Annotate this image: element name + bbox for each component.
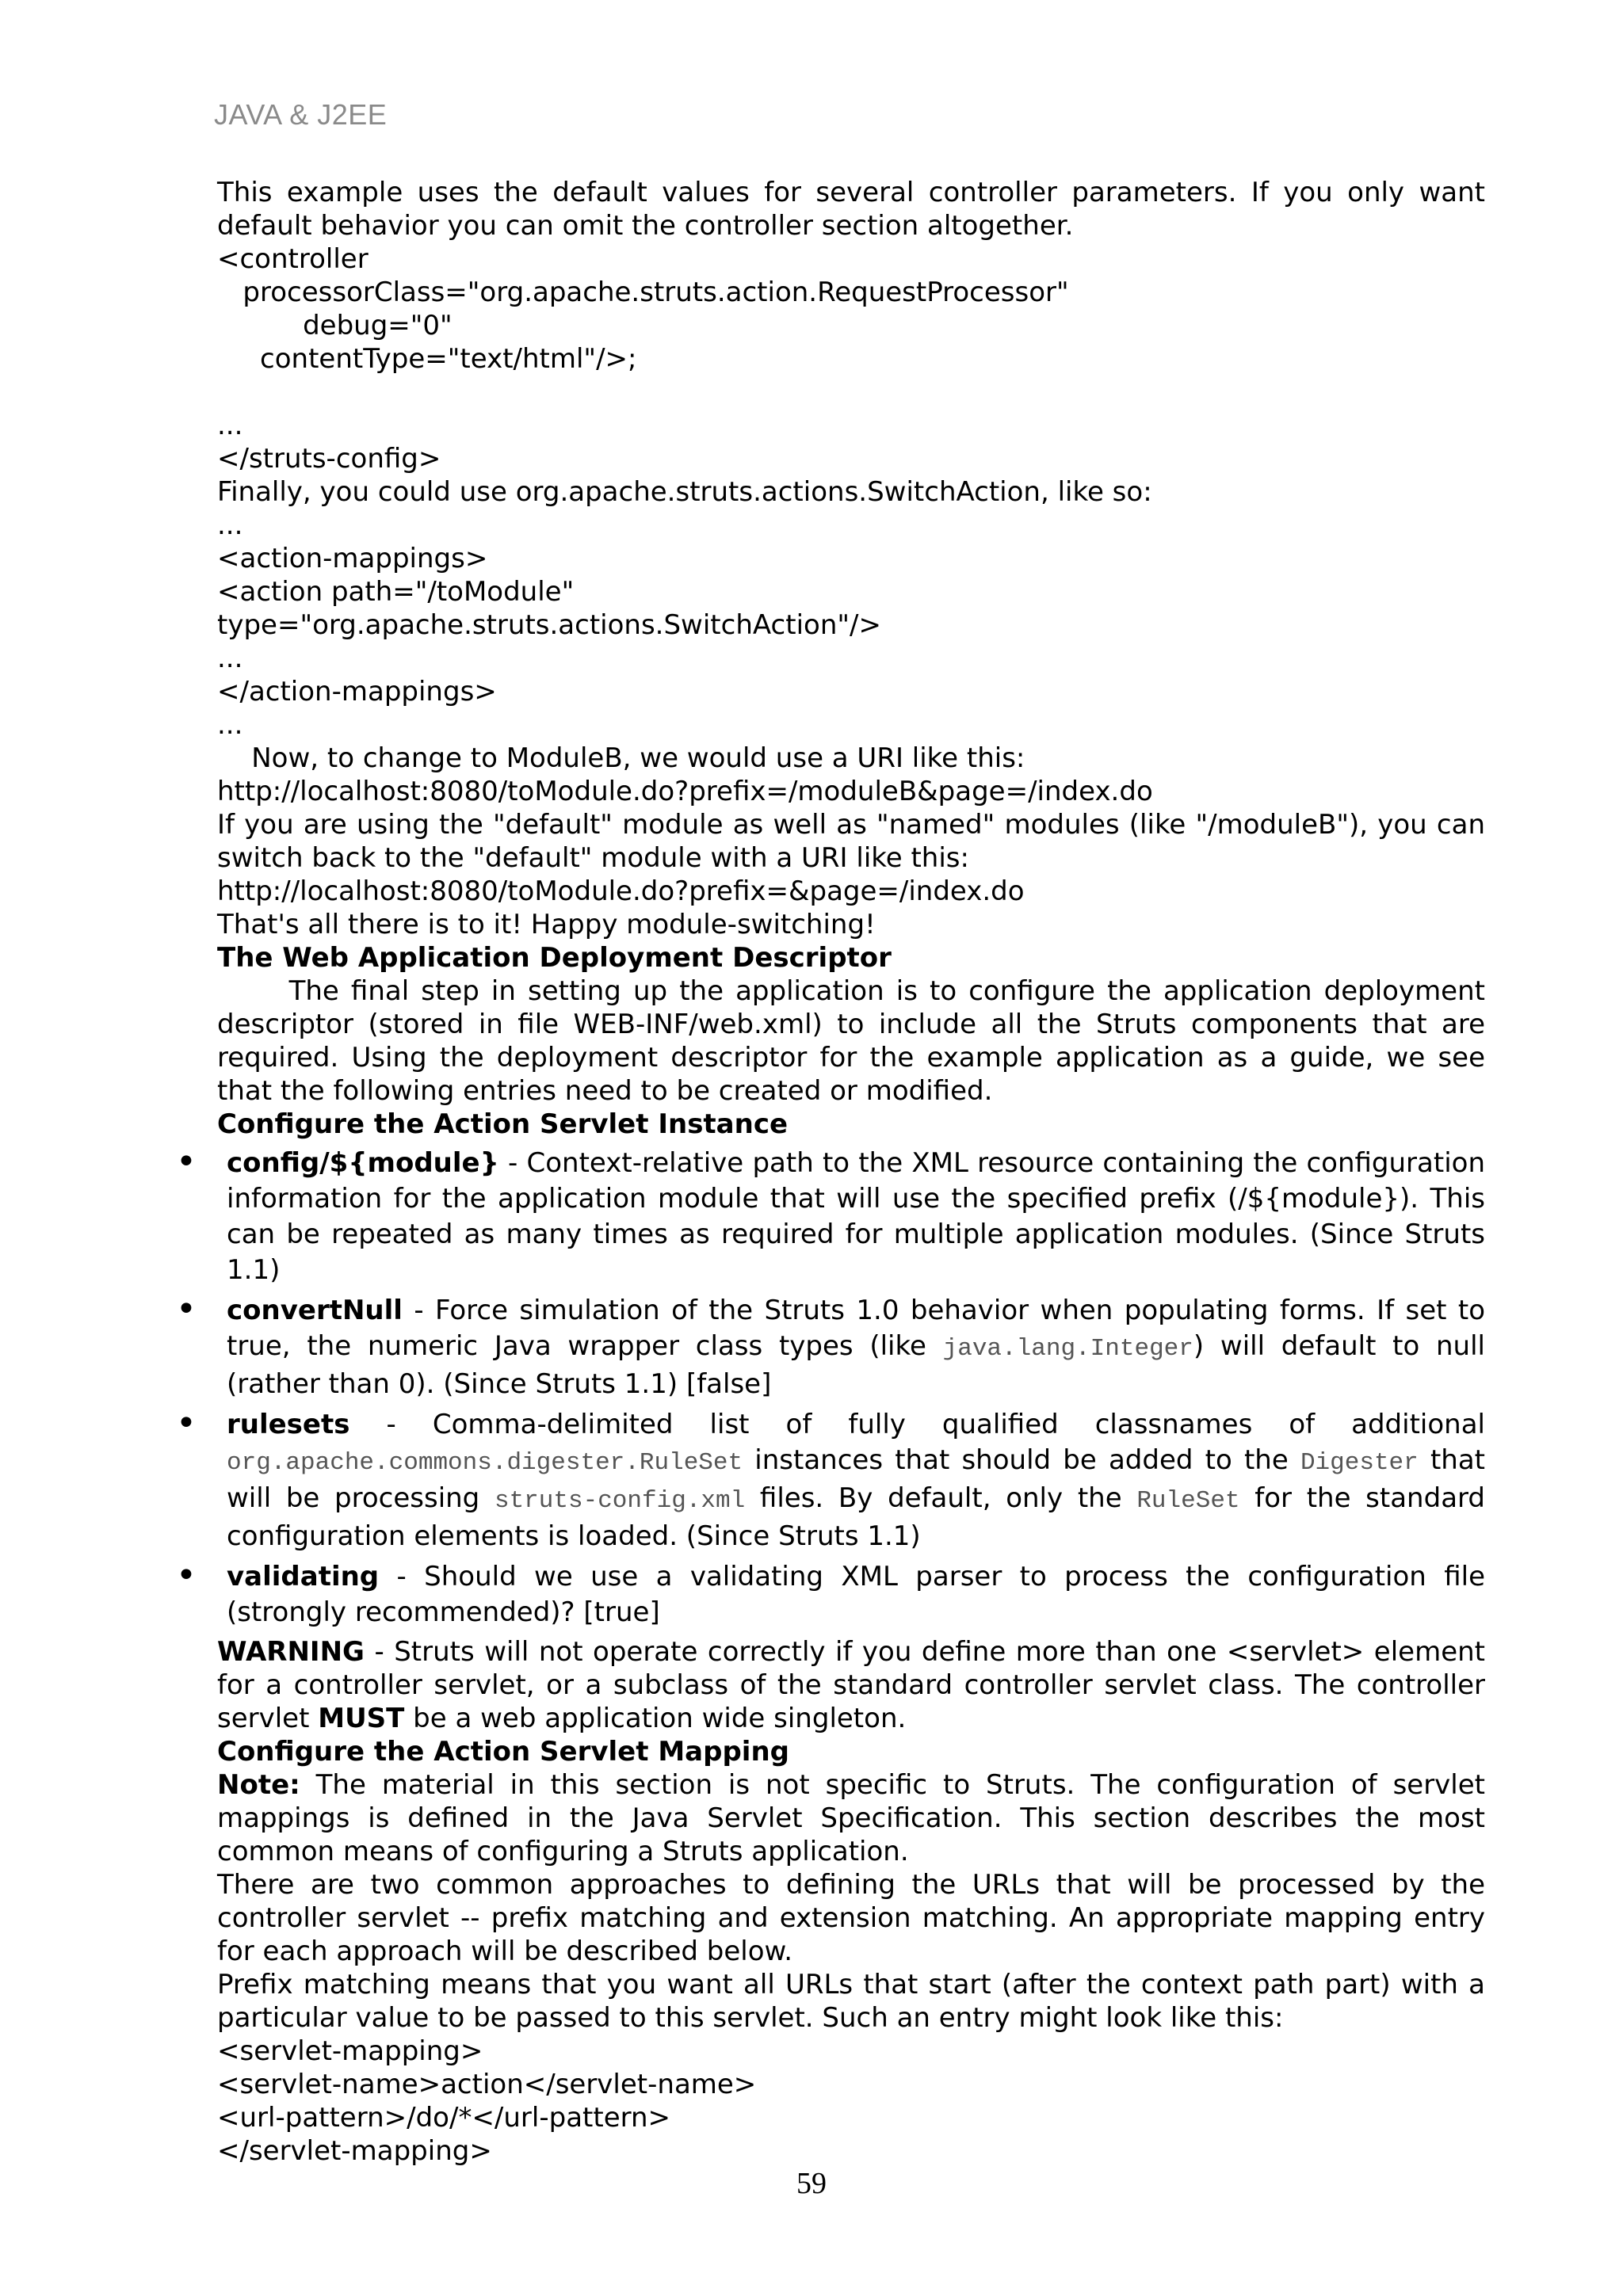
description: - Context-relative path to the XML resource containing the configuration information for the application module that will use the specified prefix (/${module}). This can be repeated as many times as required for multiple application modules. (Since Struts 1.1) (227, 1147, 1485, 1286)
init-parameter-list (217, 1146, 1485, 1630)
section-heading-configure-instance: Configure the Action Servlet Instance (217, 1108, 789, 1140)
code-line: debug="0" (217, 310, 453, 341)
description: files. By default, only the (745, 1482, 1137, 1514)
term: convertNull (227, 1295, 403, 1326)
code-line: processorClass="org.apache.struts.action.RequestProcessor" (217, 277, 1069, 308)
code-line: </action-mappings> (217, 676, 497, 707)
description: - Comma-delimited list of fully qualified classnames of additional (349, 1409, 1485, 1440)
warning-label: WARNING (217, 1636, 365, 1668)
list-item-validating (217, 1559, 1485, 1630)
change-module-text: Now, to change to ModuleB, we would use a URI like this: (217, 742, 1025, 774)
description: for the standard configuration elements is loaded. (Since Struts 1.1) (227, 1482, 1485, 1552)
controller-code-block (217, 242, 1485, 475)
list-item-config-module (217, 1146, 1485, 1288)
term: config/${module} (227, 1147, 499, 1179)
default-module-paragraph: If you are using the "default" module as well as "named" modules (like "/moduleB"), you can switch back to the "default" module with a URI like this: (217, 809, 1485, 874)
servlet-mapping-code-block (217, 2035, 1485, 2168)
approaches-paragraph: There are two common approaches to defining the URLs that will be processed by the controller servlet -- prefix matching and extension matching. An appropriate mapping entry for each approach will be described below. (217, 1869, 1485, 1967)
inline-code: struts-config.xml (494, 1487, 746, 1515)
deployment-paragraph: The final step in setting up the application is to configure the application deployment descriptor (stored in file WEB-INF/web.xml) to include all the Struts components that are required. Using the deployment descriptor for the example application as a guide, we see that the following entries need to be created or modified. (217, 975, 1494, 1107)
code-line: type="org.apache.struts.actions.SwitchAction"/> (217, 609, 881, 641)
inline-code: org.apache.commons.digester.RuleSet (227, 1449, 743, 1477)
warning-paragraph (217, 1635, 1485, 1735)
switch-action-intro: Finally, you could use org.apache.struts.actions.SwitchAction, like so: (217, 476, 1152, 508)
description: - Should we use a validating XML parser to process the configuration file (strongly recommended)? [true] (227, 1561, 1485, 1628)
intro-paragraph: This example uses the default values for several controller parameters. If you only want default behavior you can omit the controller section altogether. (217, 177, 1485, 242)
note-text: The material in this section is not specific to Struts. The configuration of servlet mappings is defined in the Java Servlet Specification. This section describes the most common means of configuring a Struts application. (217, 1769, 1485, 1867)
code-line: <action-mappings> (217, 543, 488, 574)
closing-remark: That's all there is to it! Happy module-switching! (217, 909, 876, 940)
must-emphasis: MUST (318, 1703, 405, 1734)
section-heading-configure-mapping: Configure the Action Servlet Mapping (217, 1736, 789, 1768)
uri-example-2: http://localhost:8080/toModule.do?prefix=&page=/index.do (217, 875, 1025, 907)
code-line: <url-pattern>/do/*</url-pattern> (217, 2102, 671, 2134)
code-line: <servlet-mapping> (217, 2035, 483, 2067)
prefix-matching-paragraph: Prefix matching means that you want all URLs that start (after the context path part) with a particular value to be passed to this servlet. Such an entry might look like this: (217, 1969, 1485, 2034)
code-line: ... (217, 509, 243, 541)
code-line (217, 376, 1485, 409)
list-item-rulesets (217, 1407, 1485, 1554)
code-line: <servlet-name>action</servlet-name> (217, 2069, 757, 2100)
code-line: <action path="/toModule" (217, 576, 575, 608)
term: validating (227, 1561, 380, 1592)
page-body (217, 176, 1494, 2168)
uri-example-1: http://localhost:8080/toModule.do?prefix=/moduleB&page=/index.do (217, 776, 1153, 807)
inline-code: RuleSet (1136, 1487, 1240, 1515)
warning-text: be a web application wide singleton. (404, 1703, 907, 1734)
code-line: ... (217, 643, 243, 674)
code-line: </servlet-mapping> (217, 2135, 492, 2167)
warning-text: - Struts will not operate correctly if you define more than one <servlet> element for a controller servlet, or a subclass of the standard controller servlet class. The controller servlet (217, 1636, 1485, 1734)
list-item-convert-null (217, 1293, 1485, 1402)
page-number: 59 (796, 2167, 827, 2200)
note-paragraph (217, 1768, 1485, 1868)
code-line: contentType="text/html"/>; (217, 343, 637, 375)
term: rulesets (227, 1409, 350, 1440)
code-line: ... (217, 709, 243, 741)
note-label: Note: (217, 1769, 300, 1801)
description: instances that should be added to the (743, 1444, 1300, 1476)
inline-code: java.lang.Integer (942, 1335, 1193, 1363)
section-heading-deployment-descriptor: The Web Application Deployment Descriptor (217, 942, 892, 974)
description: ) will default to null (rather than 0). (Since Struts 1.1) [false] (227, 1330, 1485, 1400)
action-mappings-code-block (217, 509, 1485, 742)
running-header: JAVA & J2EE (214, 98, 388, 131)
code-line: </struts-config> (217, 443, 441, 475)
code-line: ... (217, 410, 243, 441)
description: that will be processing (227, 1444, 1485, 1514)
code-line: <controller (217, 243, 369, 275)
description: - Force simulation of the Struts 1.0 behavior when populating forms. If set to true, the numeric Java wrapper class types (like (227, 1295, 1485, 1362)
inline-code: Digester (1300, 1449, 1419, 1477)
